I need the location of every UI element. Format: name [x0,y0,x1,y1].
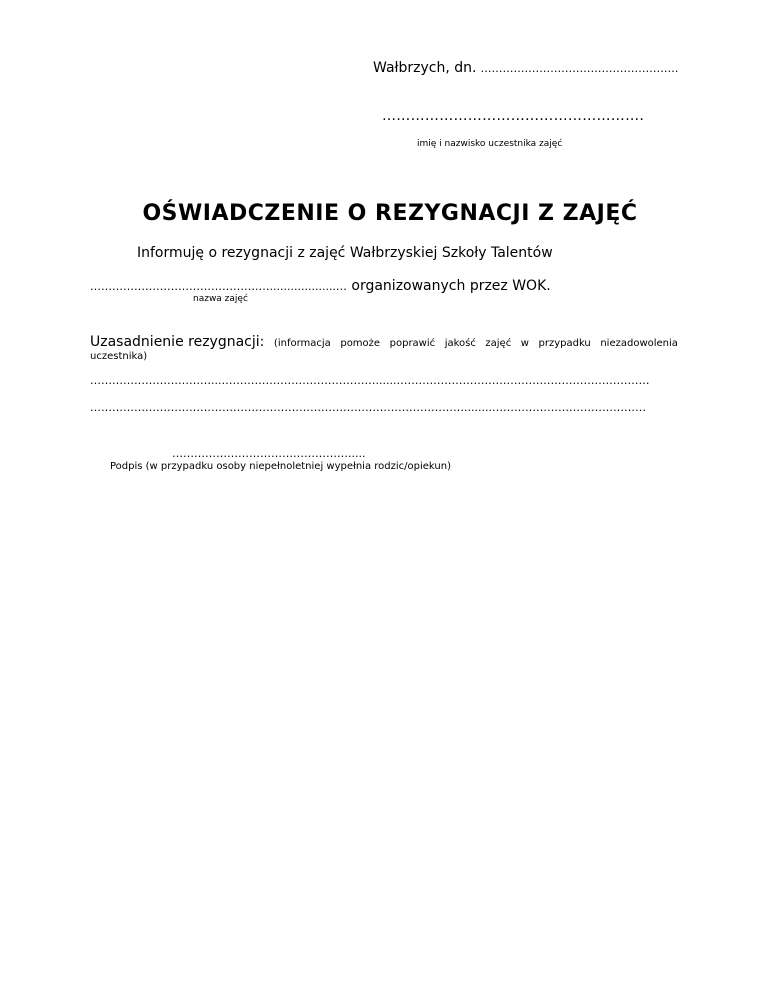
reason-note-word: w [520,338,529,349]
place-date-label: Wałbrzych, dn. [373,60,477,76]
participant-name-field[interactable]: ………………………………………………. [382,108,645,124]
signature-field[interactable]: …………………………………………..... [172,447,366,460]
reason-note-word: jakość [444,338,476,349]
participant-name-caption: imię i nazwisko uczestnika zajęć [417,139,563,149]
reason-note-word: niezadowolenia [600,338,678,349]
reason-note-word: przypadku [538,338,591,349]
reason-block [90,334,678,362]
reason-row [90,334,678,350]
reason-note-rest: uczestnika) [90,351,148,362]
reason-note-word: zajęć [485,338,512,349]
document-title: OŚWIADCZENIE O REZYGNACJI Z ZAJĘĆ [142,201,638,226]
reason-note-word: (informacja [273,338,331,349]
signature-caption: Podpis (w przypadku osoby niepełnoletniej wypełnia rodzic/opiekun) [110,461,451,472]
reason-label: Uzasadnienie rezygnacji: [90,334,265,350]
inform-text: Informuję o rezygnacji z zajęć Wałbrzyskiej Szkoły Talentów [137,245,553,261]
reason-field-line-1[interactable]: ……………………………...……………………………………......…………………………………………………………… [90,374,650,387]
course-line [90,278,551,294]
place-date-line [373,60,678,76]
reason-note-word: poprawić [389,338,436,349]
course-name-field[interactable]: ……………………………………….…...................… [90,280,347,293]
course-suffix: organizowanych przez WOK. [346,278,551,294]
reason-note-word: pomoże [340,338,381,349]
date-field[interactable]: ……………………………………………… [480,62,679,75]
course-name-caption: nazwa zajęć [193,294,248,304]
reason-field-line-2[interactable]: …………………………………………………………………………………………........…………………………………… [90,401,646,414]
